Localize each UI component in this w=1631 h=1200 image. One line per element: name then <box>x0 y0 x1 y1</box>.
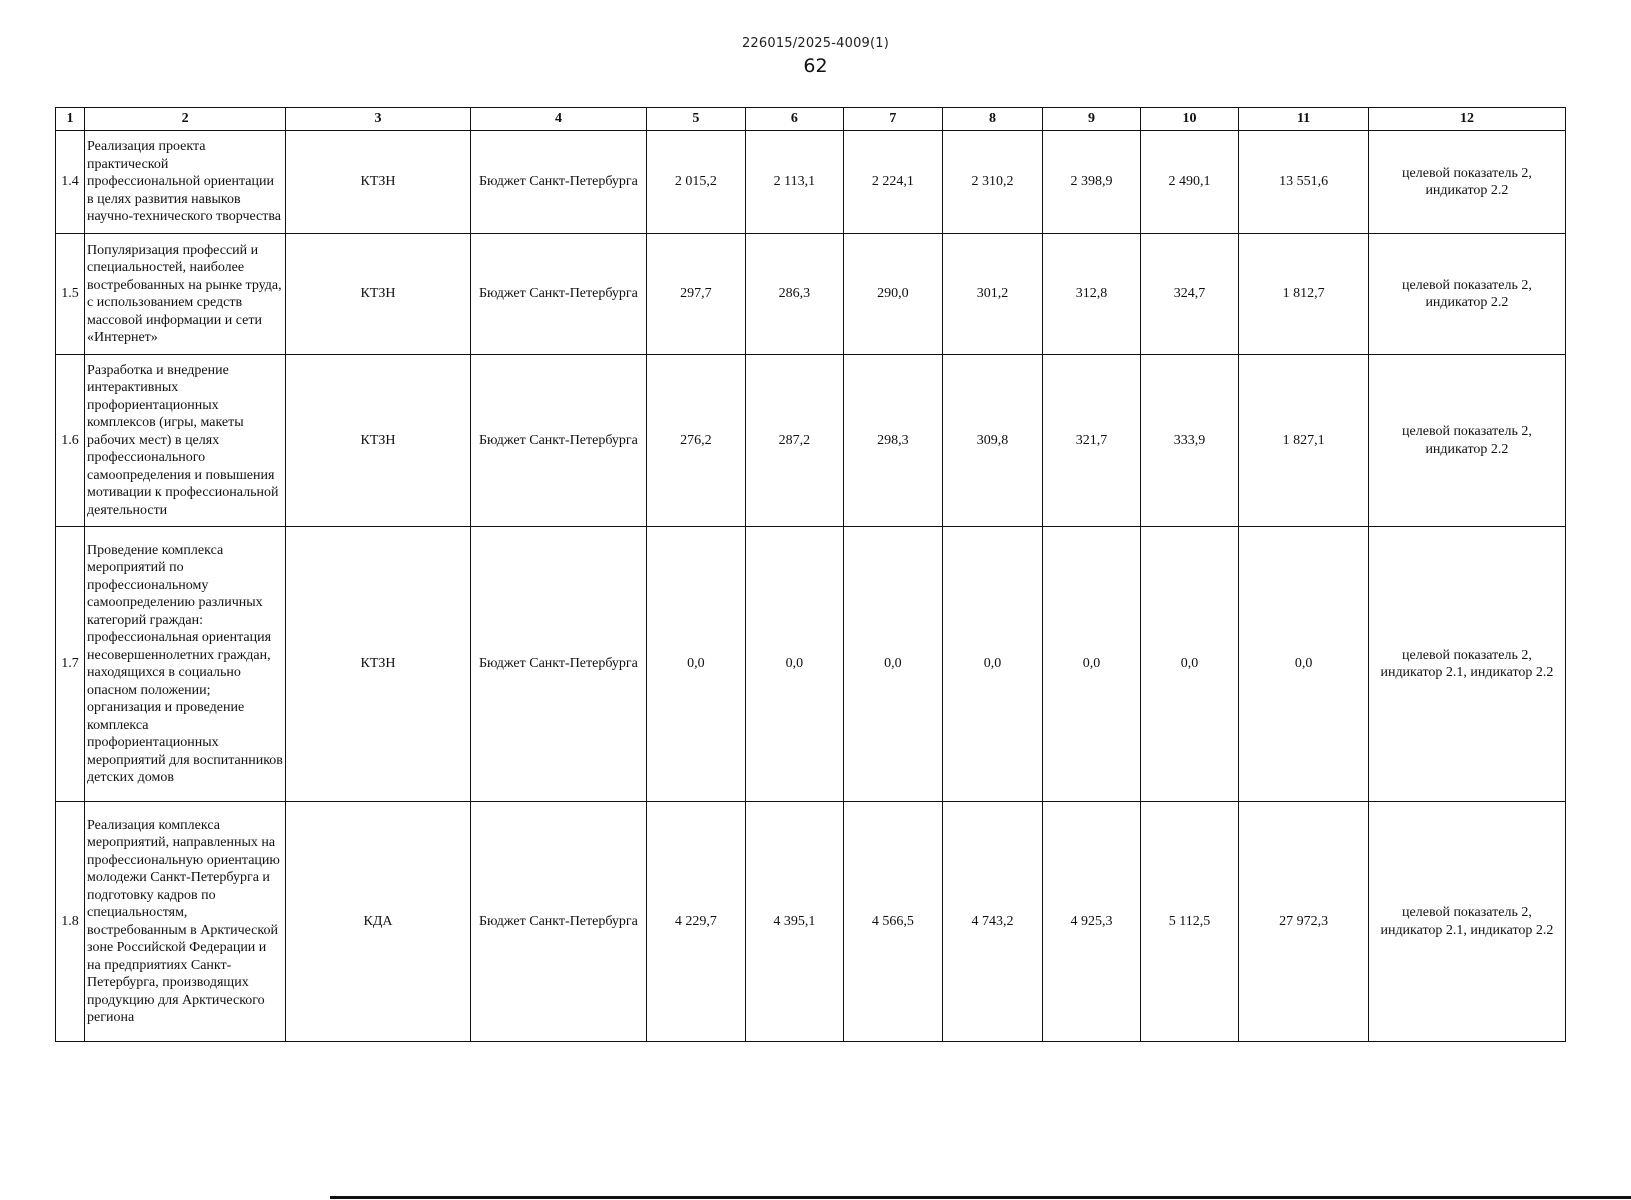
column-number-header-row <box>56 108 1566 131</box>
value-cell: 2 398,9 <box>1043 131 1140 234</box>
total-cell: 13 551,6 <box>1239 131 1369 234</box>
total-cell: 27 972,3 <box>1239 802 1369 1042</box>
value-cell: 0,0 <box>844 527 943 802</box>
value-cell: 4 925,3 <box>1043 802 1140 1042</box>
value-cell: 0,0 <box>647 527 746 802</box>
value-cell: 276,2 <box>647 355 746 527</box>
value-cell: 4 743,2 <box>942 802 1043 1042</box>
value-cell: 287,2 <box>745 355 844 527</box>
value-cell: 0,0 <box>1140 527 1239 802</box>
value-cell: 0,0 <box>1043 527 1140 802</box>
row-number: 1.6 <box>56 355 85 527</box>
value-cell: 2 490,1 <box>1140 131 1239 234</box>
value-cell: 2 224,1 <box>844 131 943 234</box>
budget-table <box>55 107 1566 1042</box>
scan-edge-line <box>330 1196 1631 1199</box>
value-cell: 4 395,1 <box>745 802 844 1042</box>
funding-source: Бюджет Санкт-Петербурга <box>470 802 646 1042</box>
value-cell: 321,7 <box>1043 355 1140 527</box>
total-cell: 1 812,7 <box>1239 234 1369 355</box>
value-cell: 290,0 <box>844 234 943 355</box>
funding-source: Бюджет Санкт-Петербурга <box>470 131 646 234</box>
column-header: 11 <box>1239 108 1369 131</box>
funding-source: Бюджет Санкт-Петербурга <box>470 355 646 527</box>
column-header: 2 <box>85 108 286 131</box>
value-cell: 2 015,2 <box>647 131 746 234</box>
activity-name: Реализация комплекса мероприятий, направленных на профессиональную ориентацию молодежи Санкт-Петербурга и подготовку кадров по специальностям, востребованным в Арктической зоне Российской Федерации и на предприятиях Санкт-Петербурга, производящих продукцию для Арктического региона <box>85 802 286 1042</box>
funding-source: Бюджет Санкт-Петербурга <box>470 234 646 355</box>
value-cell: 2 113,1 <box>745 131 844 234</box>
column-header: 12 <box>1368 108 1565 131</box>
column-header: 4 <box>470 108 646 131</box>
value-cell: 4 229,7 <box>647 802 746 1042</box>
table-row <box>56 234 1566 355</box>
executor: КТЗН <box>286 355 471 527</box>
executor: КТЗН <box>286 234 471 355</box>
column-header: 1 <box>56 108 85 131</box>
indicator-cell: целевой показатель 2, индикатор 2.2 <box>1368 355 1565 527</box>
funding-source: Бюджет Санкт-Петербурга <box>470 527 646 802</box>
value-cell: 2 310,2 <box>942 131 1043 234</box>
executor: КТЗН <box>286 527 471 802</box>
value-cell: 4 566,5 <box>844 802 943 1042</box>
table-row <box>56 131 1566 234</box>
value-cell: 312,8 <box>1043 234 1140 355</box>
indicator-cell: целевой показатель 2, индикатор 2.2 <box>1368 131 1565 234</box>
column-header: 3 <box>286 108 471 131</box>
row-number: 1.8 <box>56 802 85 1042</box>
row-number: 1.7 <box>56 527 85 802</box>
executor: КТЗН <box>286 131 471 234</box>
table-row <box>56 527 1566 802</box>
activity-name: Разработка и внедрение интерактивных профориентационных комплексов (игры, макеты рабочих мест) в целях профессионального самоопределения и повышения мотивации к профессиональной деятельности <box>85 355 286 527</box>
total-cell: 0,0 <box>1239 527 1369 802</box>
value-cell: 333,9 <box>1140 355 1239 527</box>
table-row <box>56 355 1566 527</box>
indicator-cell: целевой показатель 2, индикатор 2.1, индикатор 2.2 <box>1368 802 1565 1042</box>
value-cell: 286,3 <box>745 234 844 355</box>
page-number: 62 <box>803 55 828 77</box>
value-cell: 5 112,5 <box>1140 802 1239 1042</box>
column-header: 5 <box>647 108 746 131</box>
indicator-cell: целевой показатель 2, индикатор 2.1, индикатор 2.2 <box>1368 527 1565 802</box>
column-header: 6 <box>745 108 844 131</box>
column-header: 7 <box>844 108 943 131</box>
row-number: 1.5 <box>56 234 85 355</box>
value-cell: 0,0 <box>745 527 844 802</box>
document-registration-number: 226015/2025-4009(1) <box>741 36 890 51</box>
column-header: 8 <box>942 108 1043 131</box>
activity-name: Реализация проекта практической профессиональной ориентации в целях развития навыков научно-технического творчества <box>85 131 286 234</box>
indicator-cell: целевой показатель 2, индикатор 2.2 <box>1368 234 1565 355</box>
activity-name: Популяризация профессий и специальностей, наиболее востребованных на рынке труда, с использованием средств массовой информации и сети «Интернет» <box>85 234 286 355</box>
value-cell: 297,7 <box>647 234 746 355</box>
executor: КДА <box>286 802 471 1042</box>
table-row <box>56 802 1566 1042</box>
value-cell: 324,7 <box>1140 234 1239 355</box>
row-number: 1.4 <box>56 131 85 234</box>
value-cell: 301,2 <box>942 234 1043 355</box>
value-cell: 0,0 <box>942 527 1043 802</box>
value-cell: 298,3 <box>844 355 943 527</box>
total-cell: 1 827,1 <box>1239 355 1369 527</box>
column-header: 10 <box>1140 108 1239 131</box>
value-cell: 309,8 <box>942 355 1043 527</box>
column-header: 9 <box>1043 108 1140 131</box>
activity-name: Проведение комплекса мероприятий по профессиональному самоопределению различных категорий граждан: профессиональная ориентация несовершеннолетних граждан, находящихся в социально опасном положении; организация и проведение комплекса профориентационных мероприятий для воспитанников детских домов <box>85 527 286 802</box>
